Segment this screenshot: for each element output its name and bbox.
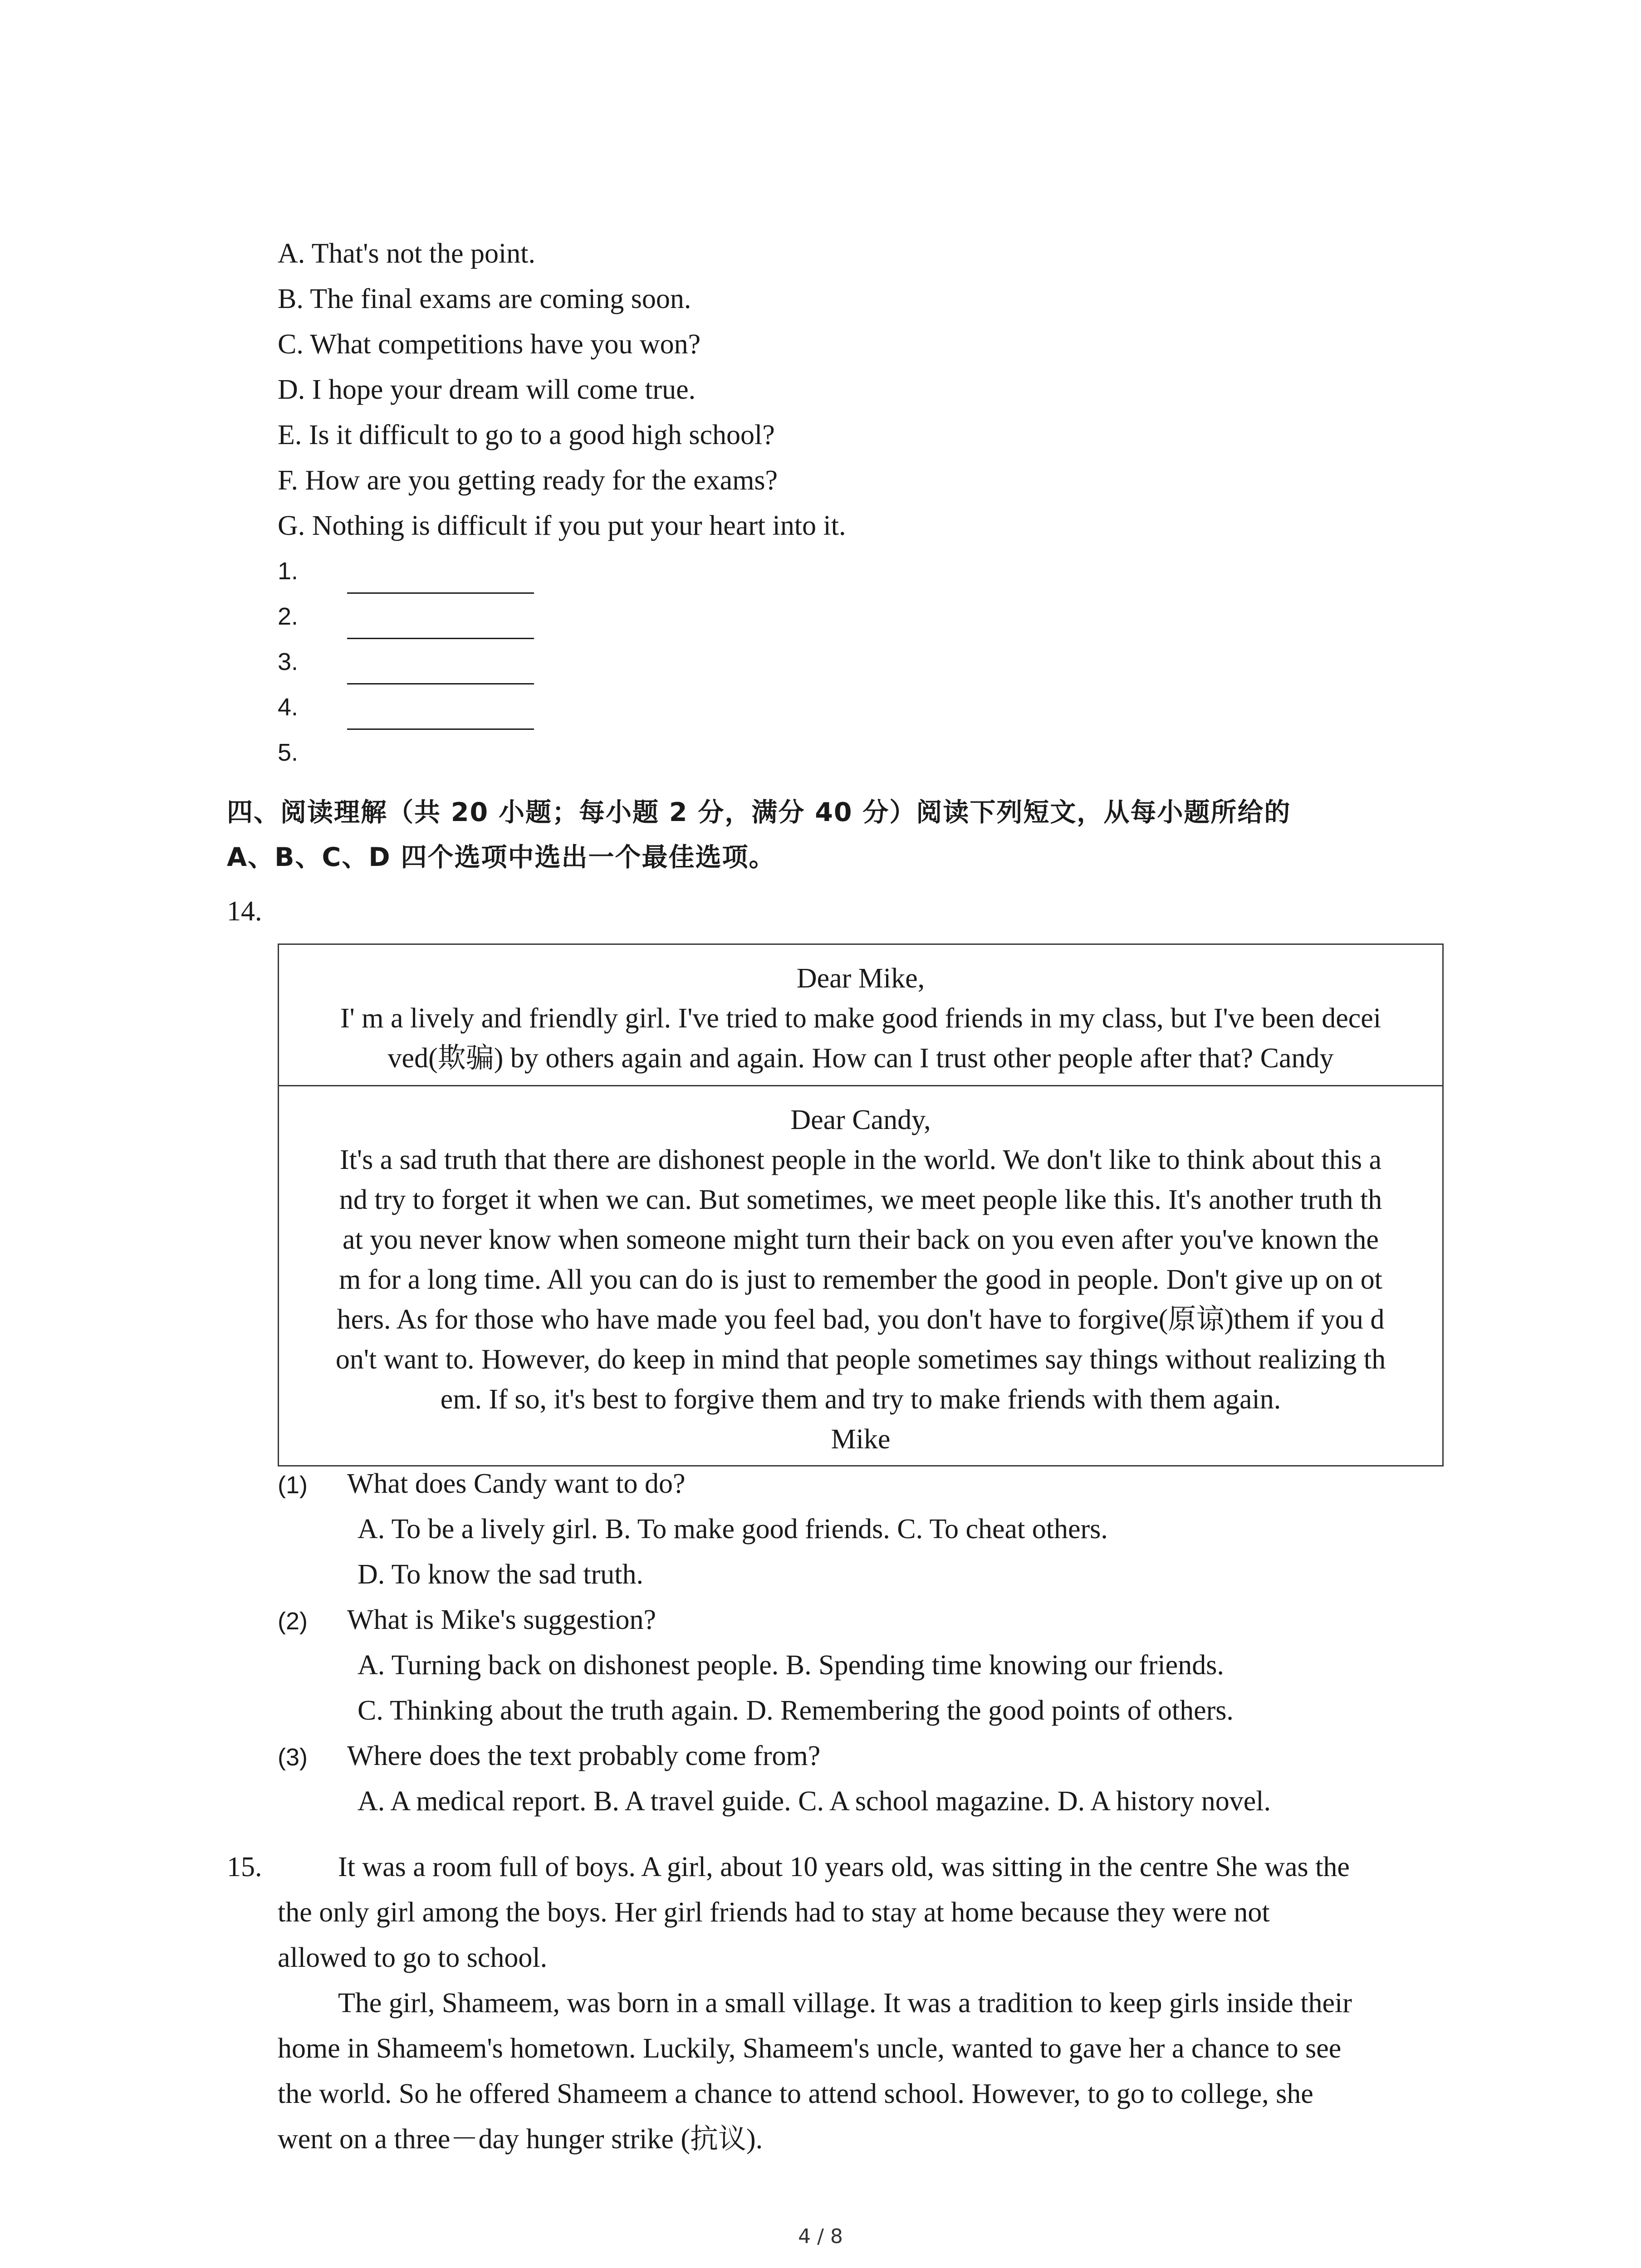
subquestion-2-options: A. Turning back on dishonest people. B. Spending time knowing our friends. — [358, 1650, 1224, 1681]
letter-to-mike — [278, 943, 1444, 1086]
option-b: B. The final exams are coming soon. — [278, 284, 691, 314]
passage-line: the only girl among the boys. Her girl friends had to stay at home because they were not — [278, 1897, 1270, 1928]
question-14-number: 14. — [227, 896, 262, 927]
page-number: 4 / 8 — [798, 2225, 843, 2248]
answer-number-1: 1. — [278, 557, 299, 585]
passage-line: went on a three－day hunger strike (抗议). — [278, 2124, 763, 2155]
letter2-line: at you never know when someone might turn their back on you even after you've known the — [343, 1224, 1379, 1255]
option-g: G. Nothing is difficult if you put your heart into it. — [278, 510, 846, 541]
letter1-greeting: Dear Mike, — [796, 963, 925, 994]
section-heading-line2: A、B、C、D 四个选项中选出一个最佳选项。 — [227, 842, 776, 872]
passage-line: It was a room full of boys. A girl, about 10 years old, was sitting in the centre She was the — [338, 1852, 1350, 1882]
letters-table — [278, 943, 1444, 1466]
subquestion-1-number: (1) — [278, 1471, 308, 1499]
letter1-line: I' m a lively and friendly girl. I've tried to make good friends in my class, but I've been decei — [340, 1003, 1381, 1034]
subquestion-1-options: D. To know the sad truth. — [358, 1559, 643, 1590]
letter2-greeting: Dear Candy, — [790, 1105, 931, 1135]
option-a: A. That's not the point. — [278, 238, 535, 269]
subquestion-1-text: What does Candy want to do? — [347, 1468, 686, 1499]
option-d: D. I hope your dream will come true. — [278, 374, 696, 405]
letter-to-candy — [278, 1086, 1444, 1466]
letter2-line: m for a long time. All you can do is just to remember the good in people. Don't give up on ot — [339, 1264, 1382, 1295]
answer-blank-2[interactable] — [347, 638, 534, 639]
answer-number-5: 5. — [278, 739, 299, 766]
answer-blank-4[interactable] — [347, 728, 534, 730]
question-15-number: 15. — [227, 1852, 262, 1882]
answer-number-4: 4. — [278, 694, 299, 721]
option-e: E. Is it difficult to go to a good high school? — [278, 420, 775, 450]
option-f: F. How are you getting ready for the exams? — [278, 465, 778, 496]
answer-number-3: 3. — [278, 648, 299, 675]
passage-line: allowed to go to school. — [278, 1942, 548, 1973]
letter2-line: on't want to. However, do keep in mind that people sometimes say things without realizing th — [335, 1344, 1386, 1375]
letter2-line: nd try to forget it when we can. But sometimes, we meet people like this. It's another truth th — [339, 1184, 1382, 1215]
letter2-signature: Mike — [831, 1424, 891, 1455]
passage-line: home in Shameem's hometown. Luckily, Shameem's uncle, wanted to gave her a chance to see — [278, 2033, 1342, 2064]
subquestion-3-number: (3) — [278, 1744, 308, 1771]
subquestion-3-text: Where does the text probably come from? — [347, 1740, 821, 1771]
letter2-line: em. If so, it's best to forgive them and try to make friends with them again. — [440, 1384, 1281, 1415]
letter1-line: ved(欺骗) by others again and again. How can I trust other people after that? Candy — [387, 1043, 1334, 1074]
letter2-line: hers. As for those who have made you feel bad, you don't have to forgive(原谅)them if you d — [337, 1304, 1385, 1335]
letter2-line: It's a sad truth that there are dishonest people in the world. We don't like to think about this a — [340, 1144, 1381, 1175]
passage-line: The girl, Shameem, was born in a small village. It was a tradition to keep girls inside their — [338, 1988, 1352, 2019]
subquestion-1-options: A. To be a lively girl. B. To make good friends. C. To cheat others. — [358, 1514, 1108, 1545]
subquestion-3-options: A. A medical report. B. A travel guide. C. A school magazine. D. A history novel. — [358, 1786, 1271, 1817]
subquestion-2-number: (2) — [278, 1608, 308, 1635]
option-c: C. What competitions have you won? — [278, 329, 701, 360]
answer-blank-3[interactable] — [347, 683, 534, 684]
section-heading-line1: 四、阅读理解（共 20 小题；每小题 2 分，满分 40 分）阅读下列短文，从每小题所给的 — [227, 797, 1291, 827]
subquestion-2-text: What is Mike's suggestion? — [347, 1604, 656, 1635]
passage-line: the world. So he offered Shameem a chance to attend school. However, to go to college, she — [278, 2078, 1313, 2109]
subquestion-2-options: C. Thinking about the truth again. D. Remembering the good points of others. — [358, 1695, 1234, 1726]
answer-number-2: 2. — [278, 603, 299, 630]
answer-blank-1[interactable] — [347, 592, 534, 594]
